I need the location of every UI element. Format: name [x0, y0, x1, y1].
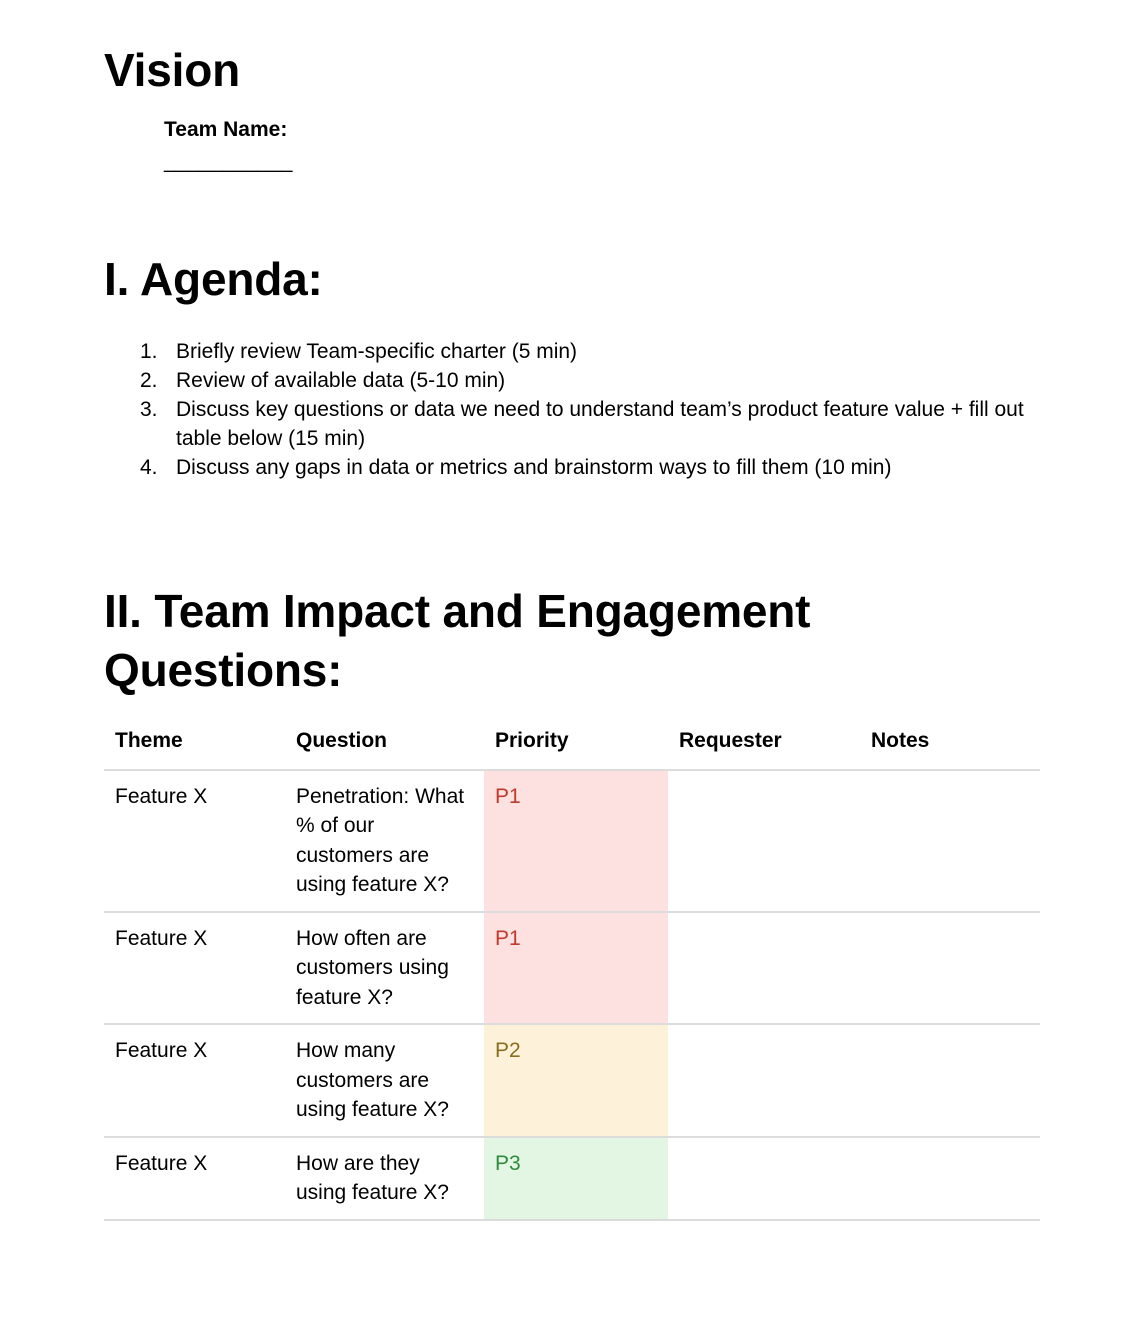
cell-notes[interactable]: [860, 912, 1040, 1025]
agenda-item: [104, 366, 1040, 395]
agenda-title: I. Agenda:: [104, 253, 323, 305]
cell-question[interactable]: How often are customers using feature X?: [285, 912, 484, 1025]
cell-question[interactable]: How are they using feature X?: [285, 1137, 484, 1220]
table-row: [104, 1024, 1040, 1137]
header-notes: Notes: [860, 713, 1040, 770]
cell-priority[interactable]: P2: [484, 1024, 668, 1137]
header-theme: Theme: [104, 713, 285, 770]
agenda-list: [104, 337, 1040, 482]
agenda-item-text: Briefly review Team-specific charter (5 min): [176, 340, 578, 363]
cell-requester[interactable]: [668, 770, 860, 912]
cell-theme[interactable]: Feature X: [104, 912, 285, 1025]
questions-table: [104, 713, 1040, 1221]
table-row: [104, 770, 1040, 912]
table-row: [104, 1137, 1040, 1220]
cell-priority[interactable]: P1: [484, 770, 668, 912]
cell-theme[interactable]: Feature X: [104, 1024, 285, 1137]
agenda-item-number: 3.: [140, 398, 158, 421]
header-question: Question: [285, 713, 484, 770]
cell-requester[interactable]: [668, 1137, 860, 1220]
agenda-item-number: 2.: [140, 369, 158, 392]
header-requester: Requester: [668, 713, 860, 770]
team-name-blank[interactable]: ___________: [164, 150, 293, 173]
cell-priority[interactable]: P3: [484, 1137, 668, 1220]
header-priority: Priority: [484, 713, 668, 770]
cell-question[interactable]: How many customers are using feature X?: [285, 1024, 484, 1137]
agenda-item-number: 1.: [140, 340, 158, 363]
table-header-row: [104, 713, 1040, 770]
agenda-item-text: Discuss key questions or data we need to understand team’s product feature value + fill out table below (15 min): [176, 398, 1024, 450]
agenda-item: [104, 453, 1040, 482]
vision-title: Vision: [104, 44, 240, 96]
agenda-item: [104, 395, 1040, 453]
cell-priority[interactable]: P1: [484, 912, 668, 1025]
agenda-item-text: Discuss any gaps in data or metrics and brainstorm ways to fill them (10 min): [176, 456, 892, 479]
cell-requester[interactable]: [668, 1024, 860, 1137]
cell-theme[interactable]: Feature X: [104, 770, 285, 912]
cell-theme[interactable]: Feature X: [104, 1137, 285, 1220]
agenda-item-number: 4.: [140, 456, 158, 479]
impact-title: II. Team Impact and Engagement Questions:: [104, 585, 811, 696]
cell-notes[interactable]: [860, 770, 1040, 912]
table-row: [104, 912, 1040, 1025]
cell-notes[interactable]: [860, 1137, 1040, 1220]
cell-notes[interactable]: [860, 1024, 1040, 1137]
agenda-item: [104, 337, 1040, 366]
agenda-item-text: Review of available data (5-10 min): [176, 369, 506, 392]
cell-requester[interactable]: [668, 912, 860, 1025]
cell-question[interactable]: Penetration: What % of our customers are using feature X?: [285, 770, 484, 912]
team-name-label: Team Name:: [164, 118, 288, 141]
